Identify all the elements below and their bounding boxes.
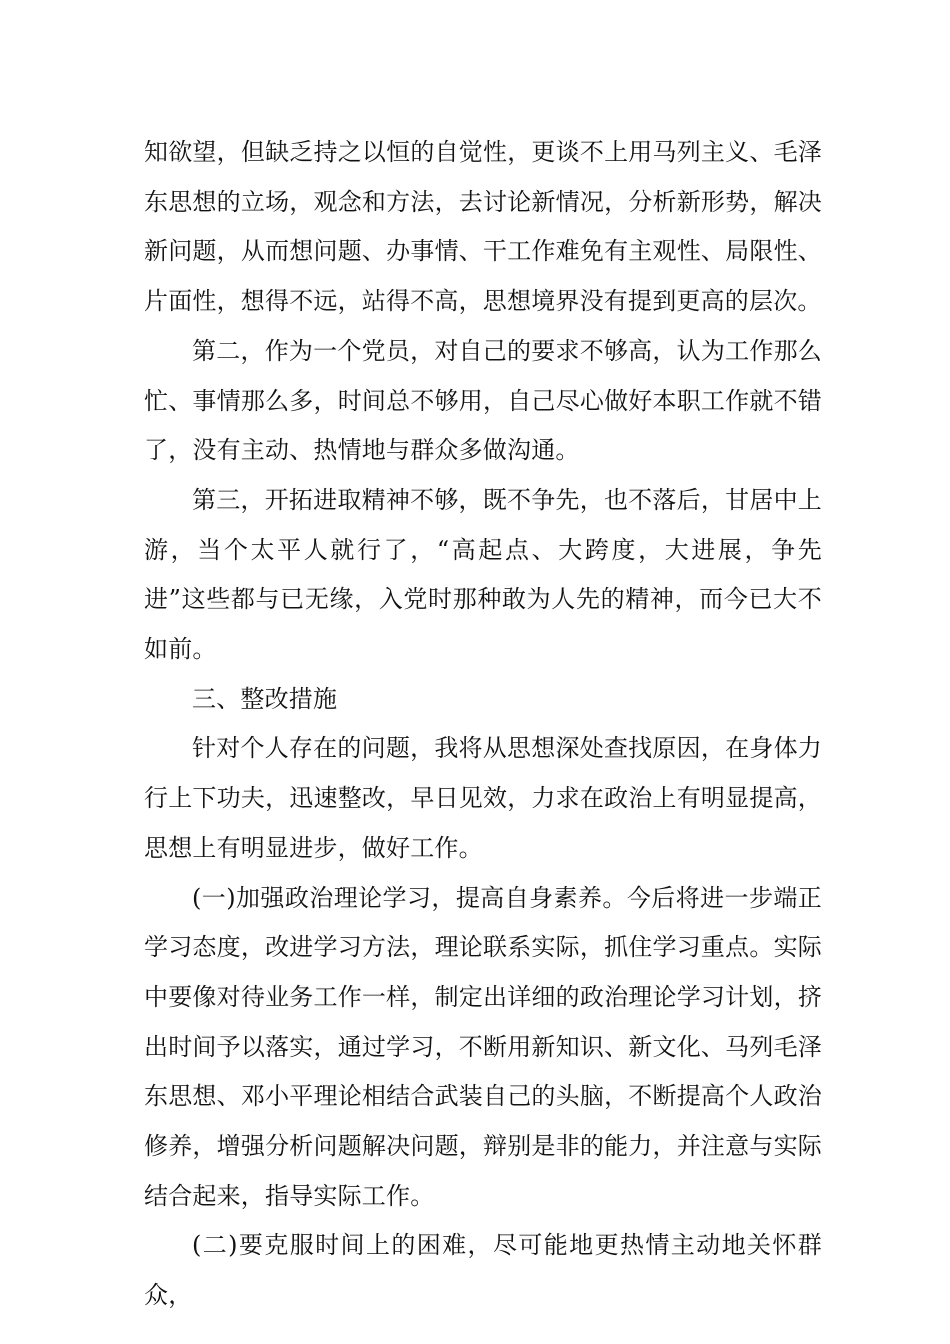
paragraph-measure-one: (一)加强政治理论学习，提高自身素养。今后将进一步端正学习态度，改进学习方法，理论联系实际，抓住学习重点。实际中要像对待业务工作一样，制定出详细的政治理论学习计划，挤出时间予以落实，通过学习，不断用新知识、新文化、马列毛泽东思想、邓小平理论相结合武装自己的头脑，不断提高个人政治修养，增强分析问题解决问题，辩别是非的能力，并注意与实际结合起来，指导实际工作。	[144, 883, 822, 1210]
paragraph-measure-two: (二)要克服时间上的困难，尽可能地更热情主动地关怀群众，	[144, 1231, 822, 1310]
paragraph-intro-measures: 针对个人存在的问题，我将从思想深处查找原因，在身体力行上下功夫，迅速整改，早日见效，力求在政治上有明显提高，思想上有明显进步，做好工作。	[144, 734, 822, 862]
paragraph-second-point: 第二，作为一个党员，对自己的要求不够高，认为工作那么忙、事情那么多，时间总不够用，自己尽心做好本职工作就不错了，没有主动、热情地与群众多做沟通。	[144, 336, 822, 465]
section-heading: 三、整改措施	[192, 684, 338, 713]
paragraph-third-point: 第三，开拓进取精神不够，既不争先，也不落后，甘居中上游，当个太平人就行了，“高起点、大跨度，大进展，争先进”这些都与已无缘，入党时那种敢为人先的精神，而今已大不如前。	[144, 485, 822, 664]
paragraph-continued: 知欲望，但缺乏持之以恒的自觉性，更谈不上用马列主义、毛泽东思想的立场，观念和方法，去讨论新情况，分析新形势，解决新问题，从而想问题、办事情、干工作难免有主观性、局限性、片面性，想得不远，站得不高，思想境界没有提到更高的层次。	[144, 138, 822, 316]
document-body	[144, 128, 822, 1321]
